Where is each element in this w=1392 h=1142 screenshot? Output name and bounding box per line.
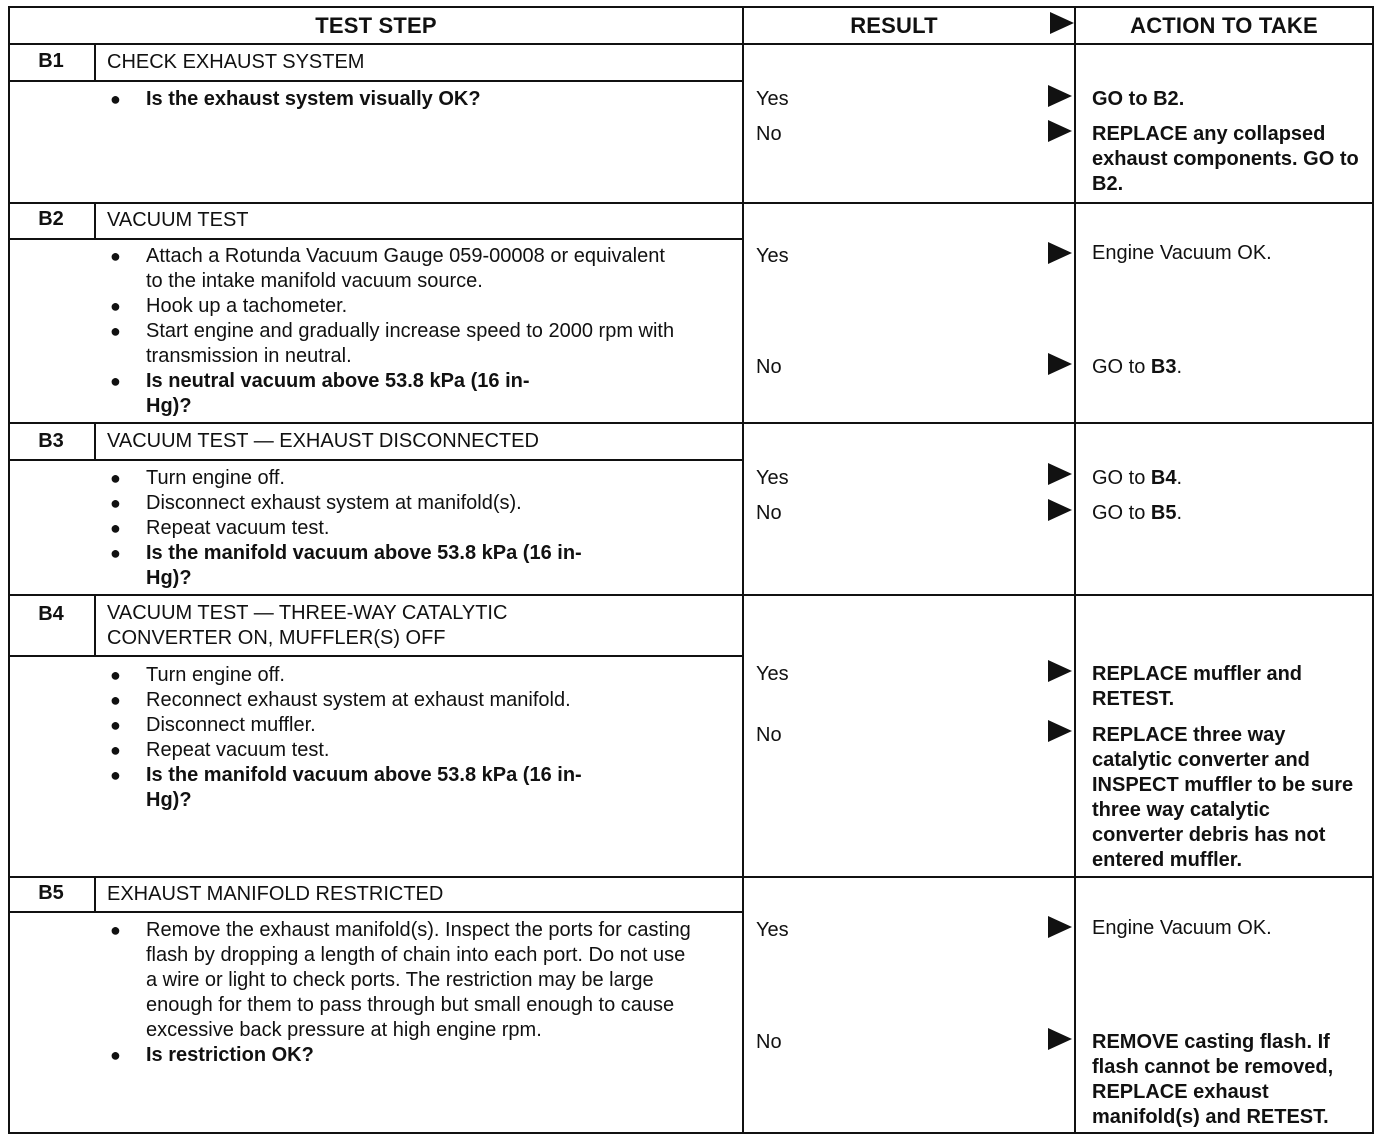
action-text: REMOVE casting flash. If flash cannot be removed, REPLACE exhaust manifold(s) and RETEST. xyxy=(1092,1031,1334,1128)
action-text: GO to B2. xyxy=(1092,88,1185,110)
step-list xyxy=(110,918,700,1068)
step-list xyxy=(110,87,730,112)
section-title: CHECK EXHAUST SYSTEM xyxy=(107,51,365,73)
step-item: ● Is neutral vacuum above 53.8 kPa (16 in-Hg)? xyxy=(110,369,546,419)
step-item: ● Hook up a tachometer. xyxy=(110,294,680,319)
result-arrow-icon xyxy=(1048,85,1072,107)
section-divider xyxy=(10,202,1372,204)
step-item: ● Repeat vacuum test. xyxy=(110,516,730,541)
result-arrow-icon xyxy=(1048,242,1072,264)
section-divider xyxy=(10,422,1372,424)
section-code: B2 xyxy=(38,208,64,230)
result-yes: Yes xyxy=(756,663,789,685)
section-title-underline xyxy=(10,911,742,913)
code-divider xyxy=(94,596,96,657)
result-no: No xyxy=(756,356,782,378)
action-text: Engine Vacuum OK. xyxy=(1092,242,1272,264)
result-no: No xyxy=(756,502,782,524)
action-text: GO to B4. xyxy=(1092,467,1183,489)
section-code: B4 xyxy=(38,603,64,625)
section-title: VACUUM TEST — THREE-WAY CATALYTIC CONVERTER ON, MUFFLER(S) OFF xyxy=(107,602,508,649)
section-title: EXHAUST MANIFOLD RESTRICTED xyxy=(107,883,444,905)
column-divider-step xyxy=(742,8,744,1132)
result-arrow-icon xyxy=(1048,120,1072,142)
step-item: ● Is the manifold vacuum above 53.8 kPa (16 in-Hg)? xyxy=(110,541,606,591)
header-result: RESULT xyxy=(850,13,938,38)
step-item: ● Remove the exhaust manifold(s). Inspect the ports for casting flash by dropping a length of chain into each port. Do not use a wire or light to check ports. The restriction may be large enough for them to pass through but small enough to cause excessive back pressure at high engine rpm. xyxy=(110,918,700,1043)
step-item: ● Start engine and gradually increase speed to 2000 rpm with transmission in neutral. xyxy=(110,319,680,369)
action-text: GO to B5. xyxy=(1092,502,1183,524)
section-title: VACUUM TEST xyxy=(107,209,249,231)
step-item: ● Is the exhaust system visually OK? xyxy=(110,87,730,112)
action-text: Engine Vacuum OK. xyxy=(1092,917,1272,939)
section-code: B3 xyxy=(38,430,64,452)
action-text: REPLACE muffler and RETEST. xyxy=(1092,663,1303,710)
result-no: No xyxy=(756,724,782,746)
header-divider xyxy=(10,43,1372,45)
result-yes: Yes xyxy=(756,88,789,110)
code-divider xyxy=(94,44,96,82)
header-action: ACTION TO TAKE xyxy=(1130,13,1318,38)
section-title: VACUUM TEST — EXHAUST DISCONNECTED xyxy=(107,430,539,452)
result-arrow-icon xyxy=(1048,463,1072,485)
action-text: REPLACE any collapsed exhaust components. GO to B2. xyxy=(1092,123,1359,195)
result-arrow-icon xyxy=(1048,916,1072,938)
step-list xyxy=(110,663,730,813)
header-test-step: TEST STEP xyxy=(315,13,437,38)
step-item: ● Is the manifold vacuum above 53.8 kPa (16 in-Hg)? xyxy=(110,763,606,813)
result-arrow-icon xyxy=(1048,1028,1072,1050)
diagnostic-table xyxy=(8,6,1374,1134)
section-title-underline xyxy=(10,655,742,657)
section-divider xyxy=(10,594,1372,596)
section-title-underline xyxy=(10,238,742,240)
action-text: GO to B3. xyxy=(1092,356,1183,378)
step-list xyxy=(110,466,730,591)
action-text: REPLACE three way catalytic converter and INSPECT muffler to be sure three way catalytic converter debris has not entered muffler. xyxy=(1092,724,1354,871)
code-divider xyxy=(94,424,96,461)
header-arrow-icon xyxy=(1050,12,1074,34)
result-yes: Yes xyxy=(756,245,789,267)
result-arrow-icon xyxy=(1048,499,1072,521)
step-item: ● Turn engine off. xyxy=(110,663,730,688)
section-title-underline xyxy=(10,80,742,82)
result-arrow-icon xyxy=(1048,353,1072,375)
column-divider-action xyxy=(1074,8,1076,1132)
result-yes: Yes xyxy=(756,919,789,941)
section-divider xyxy=(10,876,1372,878)
code-divider xyxy=(94,204,96,240)
section-title-underline xyxy=(10,459,742,461)
section-code: B1 xyxy=(38,50,64,72)
step-item: ● Turn engine off. xyxy=(110,466,730,491)
result-yes: Yes xyxy=(756,467,789,489)
result-no: No xyxy=(756,123,782,145)
code-divider xyxy=(94,878,96,913)
step-item: ● Is restriction OK? xyxy=(110,1043,700,1068)
result-no: No xyxy=(756,1031,782,1053)
step-list xyxy=(110,244,680,419)
step-item: ● Attach a Rotunda Vacuum Gauge 059-00008 or equivalent to the intake manifold vacuum source. xyxy=(110,244,680,294)
step-item: ● Reconnect exhaust system at exhaust manifold. xyxy=(110,688,730,713)
section-code: B5 xyxy=(38,882,64,904)
step-item: ● Repeat vacuum test. xyxy=(110,738,730,763)
result-arrow-icon xyxy=(1048,720,1072,742)
step-item: ● Disconnect muffler. xyxy=(110,713,730,738)
result-arrow-icon xyxy=(1048,660,1072,682)
step-item: ● Disconnect exhaust system at manifold(s). xyxy=(110,491,730,516)
